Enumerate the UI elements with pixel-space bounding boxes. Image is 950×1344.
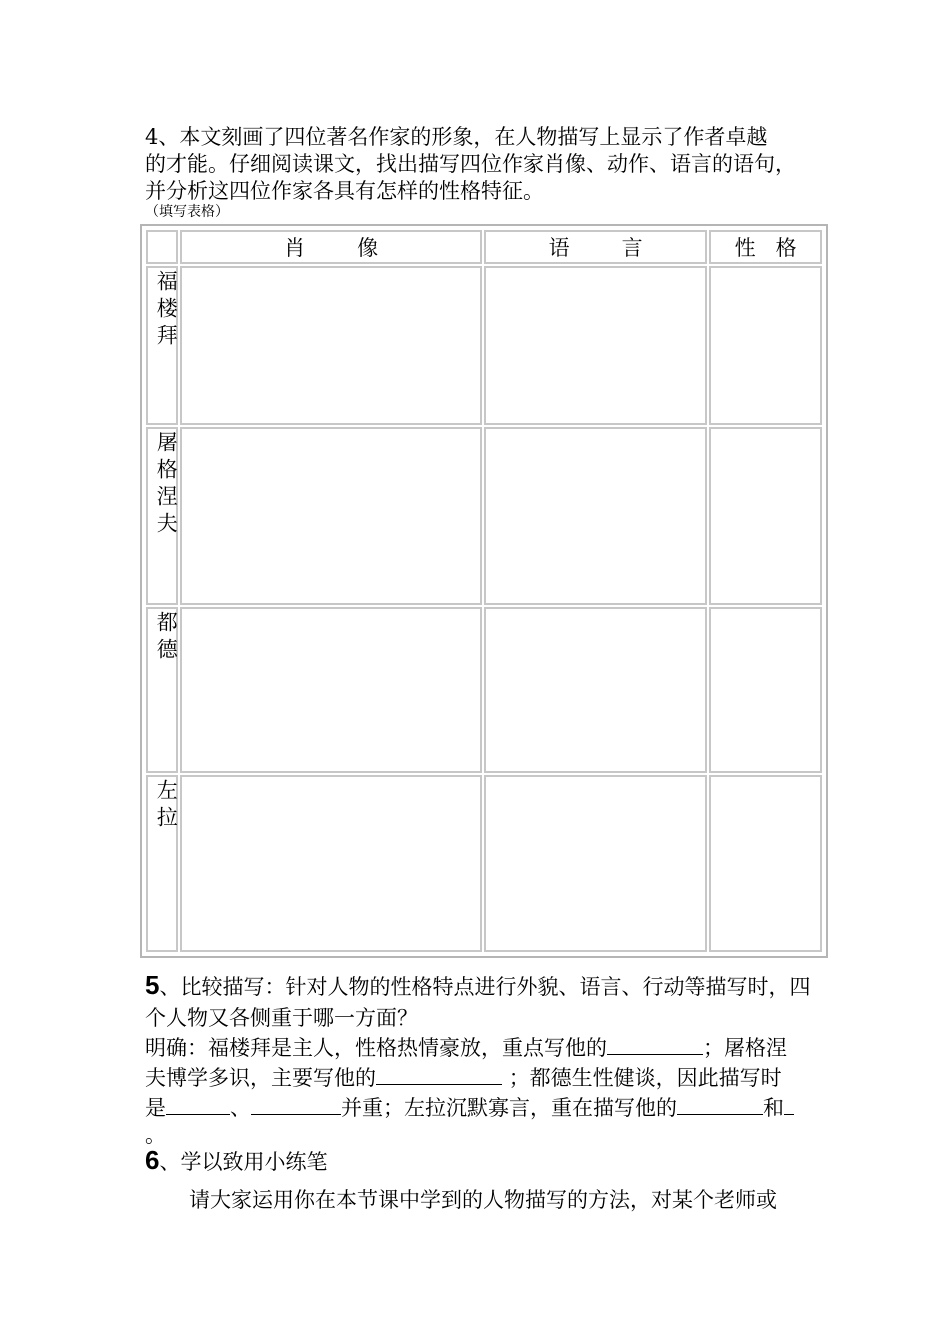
speech-cell[interactable] bbox=[484, 427, 707, 606]
speech-cell[interactable] bbox=[484, 607, 707, 773]
q5-title-line-2: 个人物又各侧重于哪一方面？ bbox=[145, 1006, 418, 1030]
header-portrait: 肖 像 bbox=[180, 230, 482, 264]
table-header-row bbox=[146, 230, 822, 264]
blank-2[interactable] bbox=[376, 1062, 502, 1085]
table-row bbox=[146, 266, 822, 424]
table-row bbox=[146, 607, 822, 773]
header-speech: 语 言 bbox=[484, 230, 707, 264]
q4-line-3: 并分析这四位作家各具有怎样的性格特征。 bbox=[145, 179, 544, 203]
portrait-cell[interactable] bbox=[180, 266, 482, 424]
speech-cell[interactable] bbox=[484, 266, 707, 424]
row-label-flaubert: 福楼拜 bbox=[146, 266, 178, 424]
character-cell[interactable] bbox=[709, 775, 822, 952]
header-corner-cell bbox=[146, 230, 178, 264]
portrait-cell[interactable] bbox=[180, 427, 482, 606]
character-cell[interactable] bbox=[709, 607, 822, 773]
q4-line-1: 4、本文刻画了四位著名作家的形象，在人物描写上显示了作者卓越 bbox=[145, 125, 768, 149]
question-6-body: 请大家运用你在本节课中学到的人物描写的方法，对某个老师或 bbox=[189, 1188, 777, 1212]
q5-answer-line-3: 是 、 并重；左拉沉默寡言，重在描写他的 和 bbox=[145, 1092, 815, 1122]
question-5 bbox=[145, 972, 815, 1149]
portrait-cell[interactable] bbox=[180, 607, 482, 773]
q5-answer-line-2: 夫博学多识，主要写他的 ；都德生性健谈，因此描写时 bbox=[145, 1062, 815, 1092]
row-label-turgenev: 屠格涅夫 bbox=[146, 427, 178, 606]
character-cell[interactable] bbox=[709, 427, 822, 606]
row-label-zola: 左拉 bbox=[146, 775, 178, 952]
q5-number: 5 bbox=[145, 970, 160, 1000]
row-label-daudet: 都德 bbox=[146, 607, 178, 773]
header-character: 性 格 bbox=[709, 230, 822, 264]
blank-5[interactable] bbox=[677, 1092, 763, 1115]
q6-number: 6 bbox=[145, 1145, 160, 1175]
character-cell[interactable] bbox=[709, 266, 822, 424]
table-row bbox=[146, 427, 822, 606]
table-row bbox=[146, 775, 822, 952]
blank-6[interactable] bbox=[784, 1092, 794, 1115]
q5-title-line-1: 5、比较描写：针对人物的性格特点进行外貌、语言、行动等描写时，四 bbox=[145, 970, 811, 1000]
fill-table-note: （填写表格） bbox=[145, 204, 229, 220]
blank-4[interactable] bbox=[251, 1092, 341, 1115]
q4-line-2: 的才能。仔细阅读课文，找出描写四位作家肖像、动作、语言的语句， bbox=[145, 152, 796, 176]
blank-3[interactable] bbox=[166, 1092, 230, 1115]
q5-answer-line-4: 。 bbox=[145, 1123, 166, 1147]
portrait-cell[interactable] bbox=[180, 775, 482, 952]
question-6-title: 6、学以致用小练笔 bbox=[145, 1145, 328, 1175]
blank-1[interactable] bbox=[607, 1032, 703, 1055]
q5-answer-line-1: 明确：福楼拜是主人，性格热情豪放，重点写他的 ；屠格涅 bbox=[145, 1032, 815, 1062]
character-table bbox=[140, 224, 828, 958]
speech-cell[interactable] bbox=[484, 775, 707, 952]
question-4 bbox=[145, 124, 815, 205]
